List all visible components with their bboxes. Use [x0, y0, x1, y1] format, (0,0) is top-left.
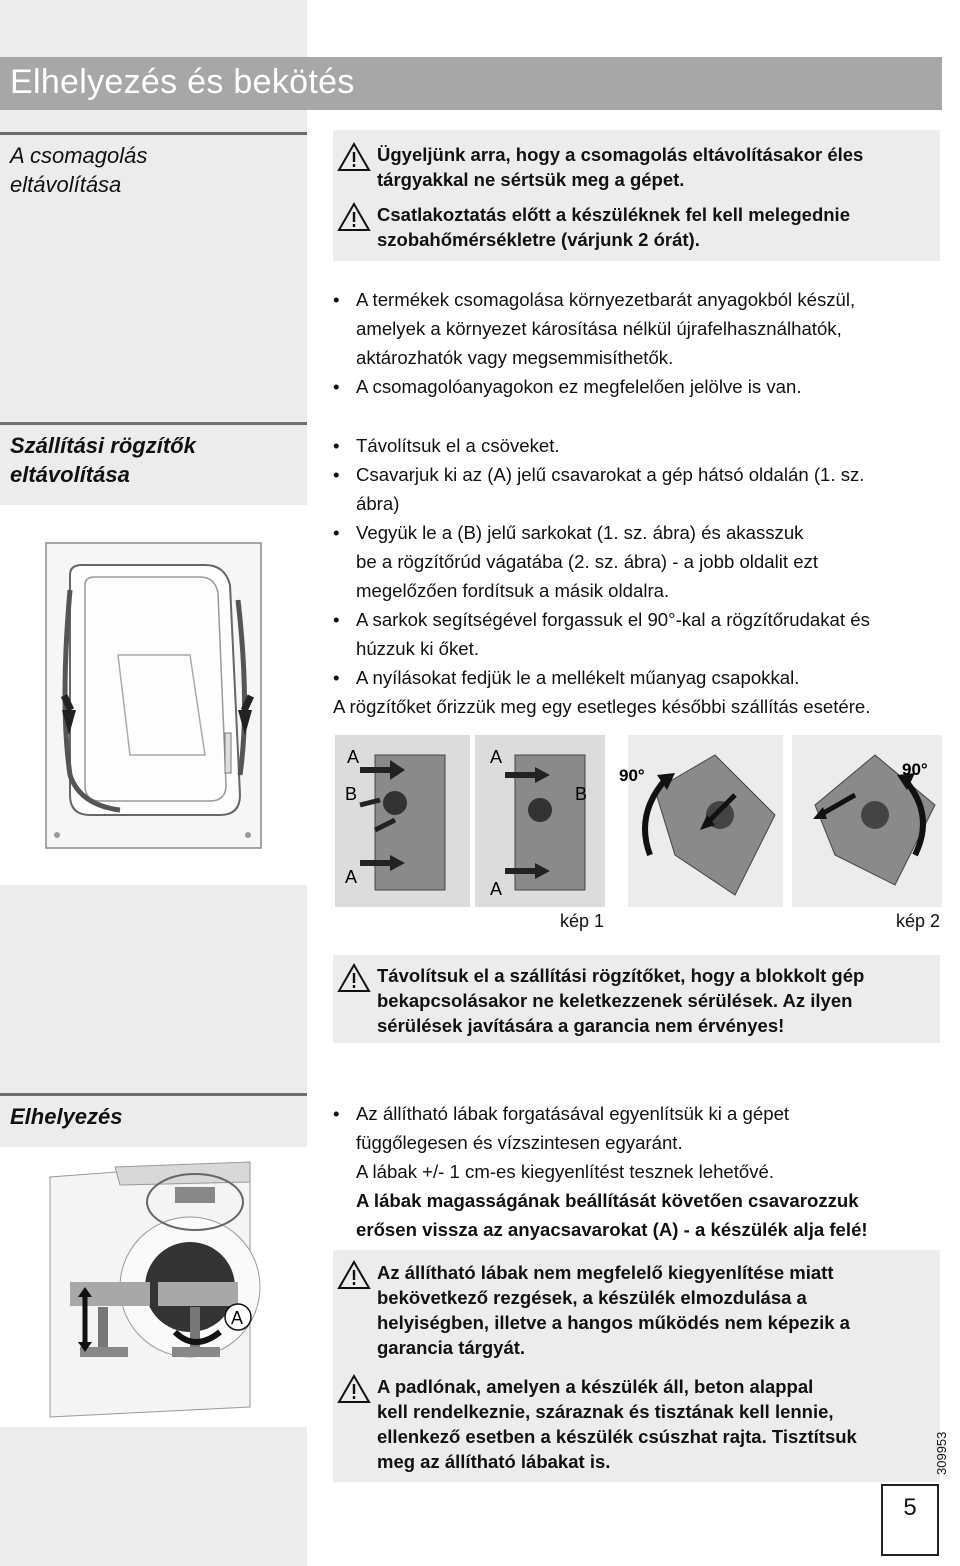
bullet-dot: • [333, 609, 340, 630]
bullet-dot: • [333, 464, 340, 485]
bullet-dot: • [333, 1103, 340, 1124]
warning-line: szobahőmérsékletre (várjunk 2 órát). [377, 229, 700, 250]
bullet-line: húzzuk ki őket. [356, 638, 479, 659]
transport-note: A rögzítőket őrizzük meg egy esetleges későbbi szállítás esetére. [333, 696, 871, 717]
warning-line: helyiségben, illetve a hangos működés nem képezik a [377, 1312, 850, 1333]
fig-label-a: A [490, 879, 503, 899]
bullet-line: A nyílásokat fedjük le a mellékelt műanyag csapokkal. [356, 667, 800, 688]
bullet-line: aktározhatók vagy megsemmisíthetők. [356, 347, 674, 368]
warning-line: meg az állítható lábakat is. [377, 1451, 611, 1472]
machine-feet-illustration [0, 1147, 307, 1427]
section-heading-placement [0, 1093, 307, 1146]
warning-text [377, 963, 864, 1038]
machine-feet-image [0, 1147, 307, 1427]
bullet-line: ábra) [356, 493, 400, 514]
warning-item [333, 963, 933, 1043]
bullet-line: Távolítsuk el a csöveket. [356, 435, 560, 456]
bullet-line: Az állítható lábak forgatásával egyenlítsük ki a gépet [356, 1103, 790, 1124]
warning-text [377, 1260, 850, 1360]
section-heading-packaging [0, 132, 307, 405]
bracket-figures [335, 735, 943, 910]
warning-text [377, 142, 863, 192]
bullet-dot: • [333, 435, 340, 456]
bullet-dot: • [333, 289, 340, 310]
warning-text [377, 202, 850, 252]
fig-label-b: B [575, 784, 588, 804]
warning-triangle-icon [337, 963, 371, 993]
bullet-line: A sarkok segítségével forgassuk el 90°-kal a rögzítőrudakat és [356, 609, 870, 630]
warning-triangle-icon [337, 142, 371, 172]
packaging-warning-box [333, 130, 940, 261]
bullet-line: be a rögzítőrúd vágatába (2. sz. ábra) - a jobb oldalit ezt [356, 551, 819, 572]
warning-line: Csatlakoztatás előtt a készüléknek fel kell melegednie [377, 204, 850, 225]
warning-line: sérülések javítására a garancia nem érvényes! [377, 1015, 785, 1036]
fig-label-b: B [345, 784, 358, 804]
page-number: 5 [881, 1484, 939, 1556]
bullet-line: függőlegesen és vízszintesen egyaránt. [356, 1132, 683, 1153]
bullet-line: A csomagolóanyagokon ez megfelelően jelölve is van. [356, 376, 802, 397]
fig-label-a: A [231, 1308, 244, 1328]
fig-label-a: A [490, 747, 503, 767]
fig-label-angle: 90° [902, 760, 928, 779]
caption-fig2: kép 2 [896, 911, 941, 931]
warning-triangle-icon [337, 1260, 371, 1290]
transport-warning-box [333, 955, 940, 1043]
warning-item [333, 202, 933, 254]
bullet-line-bold: erősen vissza az anyacsavarokat (A) - a készülék alja felé! [356, 1219, 868, 1240]
warning-line: bekövetkező rezgések, a készülék elmozdulása a [377, 1287, 807, 1308]
bullet-dot: • [333, 522, 340, 543]
warning-item [333, 1260, 933, 1364]
warning-item [333, 142, 933, 194]
title-bar [0, 57, 942, 110]
warning-item [333, 1374, 933, 1478]
machine-back-image [0, 505, 307, 885]
document-number: 309953 [934, 1431, 949, 1475]
warning-line: Távolítsuk el a szállítási rögzítőket, hogy a blokkolt gép [377, 965, 865, 986]
bullet-line: megelőzően fordítsuk a másik oldalra. [356, 580, 670, 601]
bullet-line: Vegyük le a (B) jelű sarkokat (1. sz. ábra) és akasszuk [356, 522, 804, 543]
bullet-line: A lábak +/- 1 cm-es kiegyenlítést tesznek lehetővé. [356, 1161, 775, 1182]
warning-line: A padlónak, amelyen a készülék áll, beton alappal [377, 1376, 814, 1397]
page-title: Elhelyezés és bekötés [10, 63, 355, 101]
placement-warning-box [333, 1250, 940, 1482]
heading-packaging-line2: eltávolítása [10, 172, 122, 197]
warning-text [377, 1374, 857, 1474]
machine-back-illustration [0, 505, 307, 885]
warning-line: bekapcsolásakor ne keletkezzenek sérülések. Az ilyen [377, 990, 853, 1011]
heading-transport-line1: Szállítási rögzítők [10, 433, 196, 458]
caption-fig1: kép 1 [560, 911, 605, 931]
bullet-line-bold: A lábak magasságának beállítását követően csavarozzuk [356, 1190, 859, 1211]
warning-triangle-icon [337, 202, 371, 232]
bullet-line: A termékek csomagolása környezetbarát anyagokból készül, [356, 289, 856, 310]
bullet-dot: • [333, 667, 340, 688]
warning-line: ellenkező esetben a készülék csúszhat rajta. Tisztítsuk [377, 1426, 857, 1447]
heading-placement: Elhelyezés [10, 1104, 123, 1129]
fig-label-a: A [345, 867, 358, 887]
warning-line: kell rendelkeznie, száraznak és tisztának kell lennie, [377, 1401, 834, 1422]
bullet-dot: • [333, 376, 340, 397]
warning-line: Az állítható lábak nem megfelelő kiegyenlítése miatt [377, 1262, 834, 1283]
fig-label-angle: 90° [619, 766, 645, 785]
heading-transport-line2: eltávolítása [10, 462, 130, 487]
bullet-line: amelyek a környezet károsítása nélkül újrafelhasználhatók, [356, 318, 842, 339]
section-heading-transport [0, 422, 307, 505]
warning-line: tárgyakkal ne sértsük meg a gépet. [377, 169, 685, 190]
bullet-line: Csavarjuk ki az (A) jelű csavarokat a gép hátsó oldalán (1. sz. [356, 464, 865, 485]
warning-triangle-icon [337, 1374, 371, 1404]
warning-line: garancia tárgyát. [377, 1337, 526, 1358]
warning-line: Ügyeljünk arra, hogy a csomagolás eltávolításakor éles [377, 144, 864, 165]
heading-packaging-line1: A csomagolás [10, 143, 148, 168]
fig-label-a: A [347, 747, 360, 767]
